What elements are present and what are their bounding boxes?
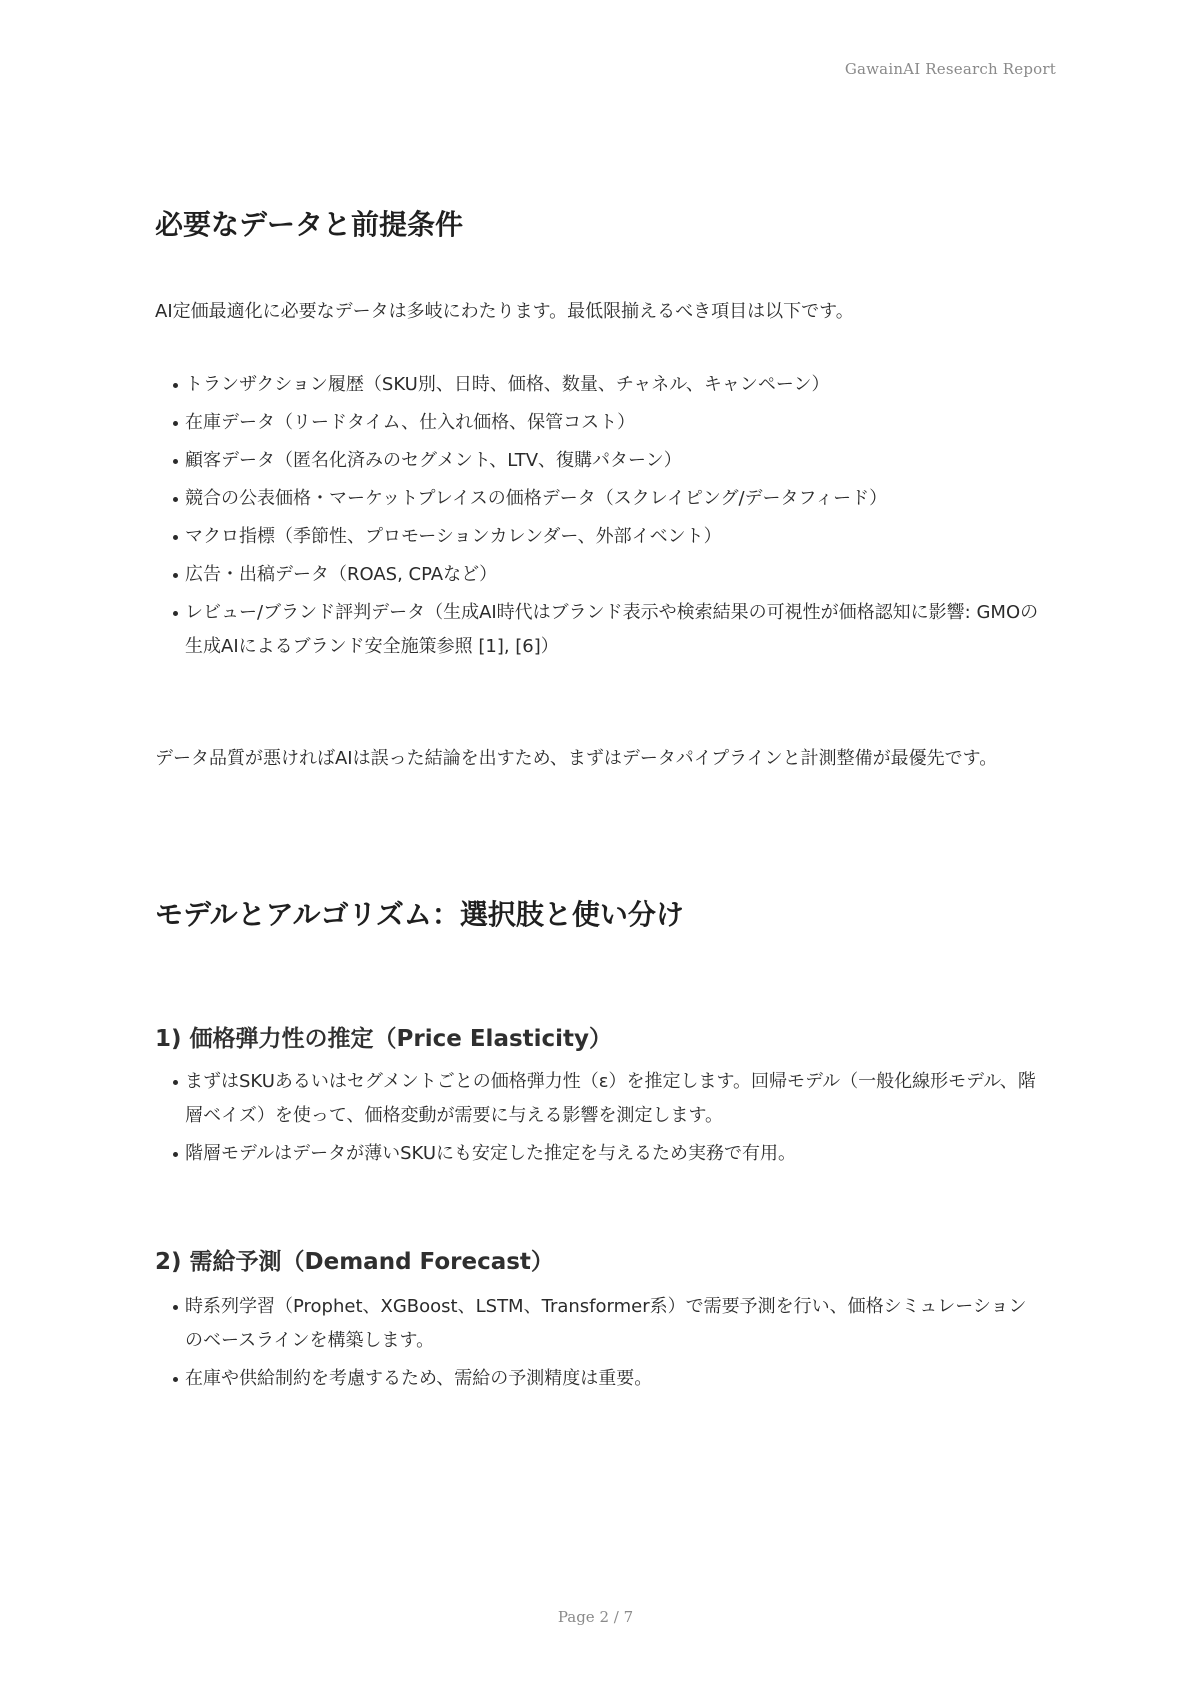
subsection-title-price-elasticity: 1) 価格弾力性の推定（Price Elasticity） (155, 1026, 613, 1052)
demand-forecast-list (173, 1290, 1043, 1400)
list-item: トランザクション履歴（SKU別、日時、価格、数量、チャネル、キャンペーン） (173, 368, 1043, 402)
list-item: 階層モデルはデータが薄いSKUにも安定した推定を与えるため実務で有用。 (173, 1137, 1043, 1171)
bullet-icon (173, 1152, 178, 1157)
list-item: マクロ指標（季節性、プロモーションカレンダー、外部イベント） (173, 520, 1043, 554)
list-item: 在庫や供給制約を考慮するため、需給の予測精度は重要。 (173, 1362, 1043, 1396)
bullet-icon (173, 573, 178, 578)
bullet-icon (173, 1080, 178, 1085)
bullet-icon (173, 1305, 178, 1310)
list-item: レビュー/ブランド評判データ（生成AI時代はブランド表示や検索結果の可視性が価格認知に影響: GMOの生成AIによるブランド安全施策参照 [1], [6]） (173, 596, 1043, 664)
bullet-icon (173, 535, 178, 540)
list-item: 在庫データ（リードタイム、仕入れ価格、保管コスト） (173, 406, 1043, 440)
bullet-icon (173, 421, 178, 426)
subsection-title-demand-forecast: 2) 需給予測（Demand Forecast） (155, 1249, 554, 1275)
bullet-icon (173, 1377, 178, 1382)
price-elasticity-list (173, 1065, 1043, 1175)
bullet-icon (173, 611, 178, 616)
list-item: まずはSKUあるいはセグメントごとの価格弾力性（ε）を推定します。回帰モデル（一般化線形モデル、階層ベイズ）を使って、価格変動が需要に与える影響を測定します。 (173, 1065, 1043, 1133)
list-item: 顧客データ（匿名化済みのセグメント、LTV、復購パターン） (173, 444, 1043, 478)
list-item: 広告・出稿データ（ROAS, CPAなど） (173, 558, 1043, 592)
data-requirements-list (173, 368, 1043, 668)
bullet-icon (173, 459, 178, 464)
section-title-models-algorithms: モデルとアルゴリズム：選択肢と使い分け (155, 898, 684, 931)
closing-paragraph: データ品質が悪ければAIは誤った結論を出すため、まずはデータパイプラインと計測整備が最優先です。 (155, 748, 998, 769)
intro-paragraph: AI定価最適化に必要なデータは多岐にわたります。最低限揃えるべき項目は以下です。 (155, 301, 854, 322)
running-header: GawainAI Research Report (844, 60, 1056, 78)
list-item: 時系列学習（Prophet、XGBoost、LSTM、Transformer系）で需要予測を行い、価格シミュレーションのベースラインを構築します。 (173, 1290, 1043, 1358)
section-title-data-prerequisites: 必要なデータと前提条件 (155, 208, 464, 241)
bullet-icon (173, 497, 178, 502)
bullet-icon (173, 383, 178, 388)
page-number: Page 2 / 7 (557, 1608, 634, 1626)
list-item: 競合の公表価格・マーケットプレイスの価格データ（スクレイピング/データフィード） (173, 482, 1043, 516)
